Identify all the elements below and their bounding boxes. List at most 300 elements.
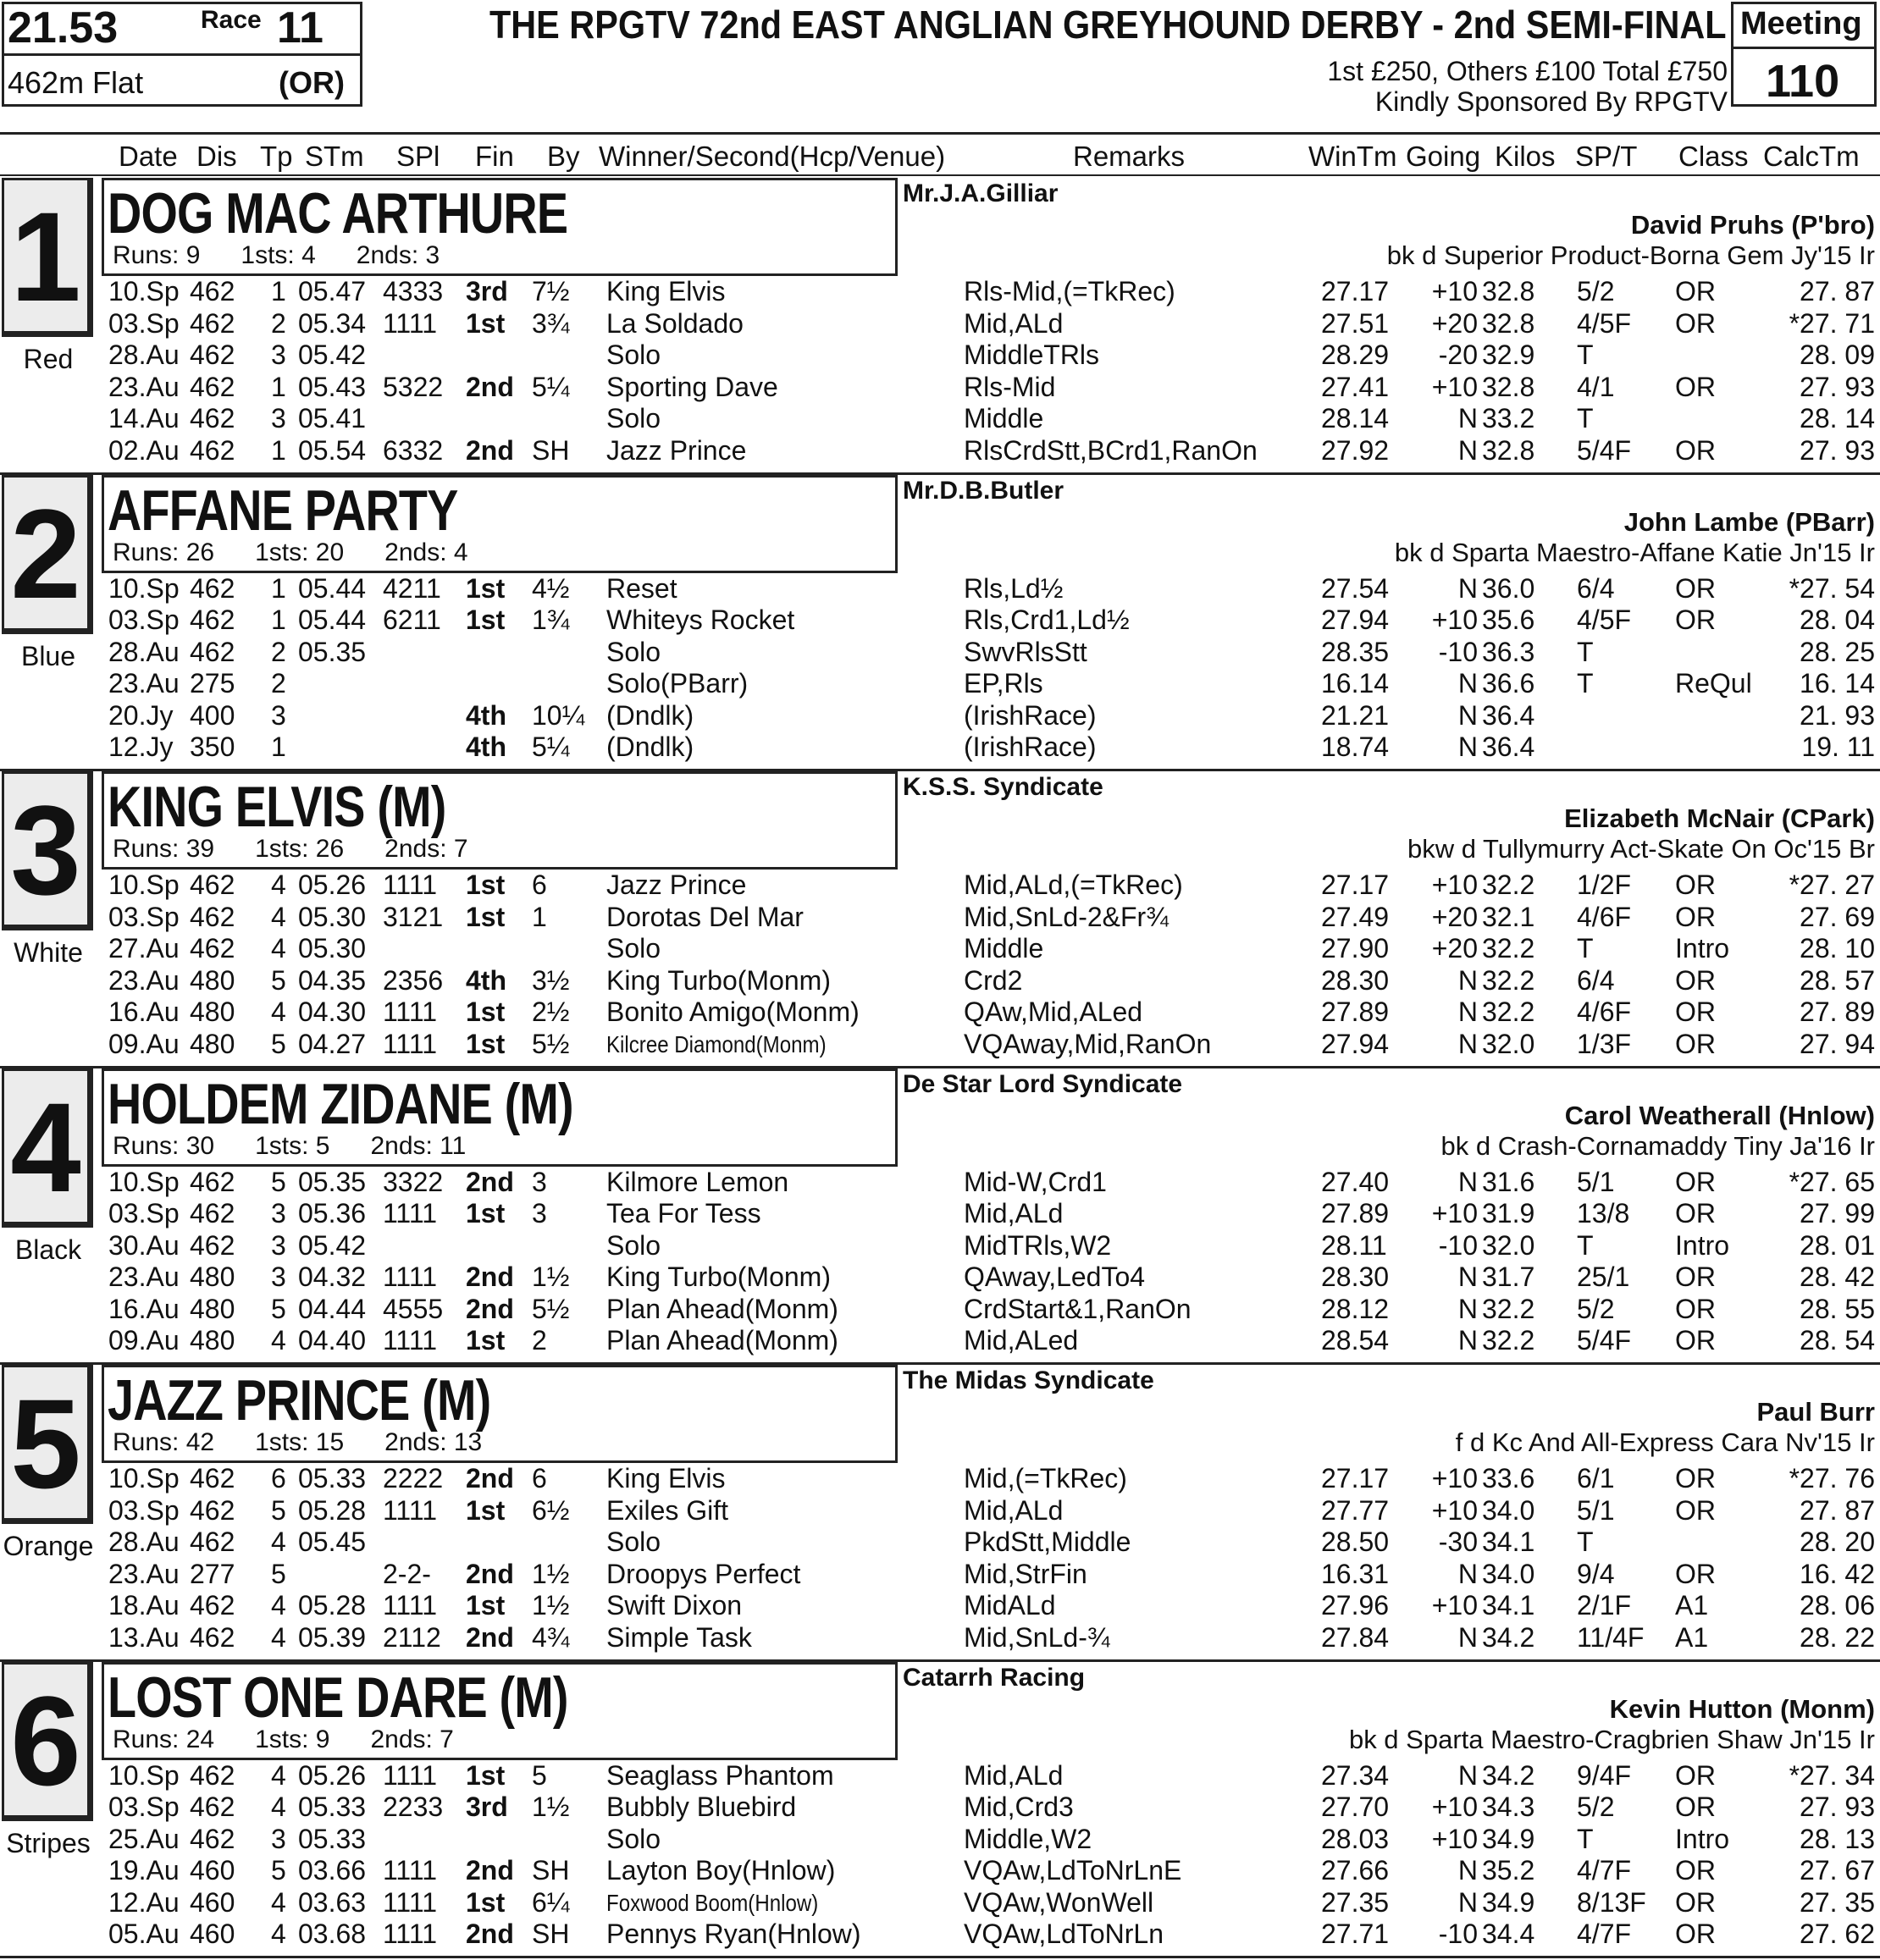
form-dis: 462 — [190, 1527, 235, 1557]
form-row — [0, 1230, 1880, 1262]
form-dis: 462 — [190, 307, 235, 339]
form-class: OR — [1675, 1919, 1716, 1949]
form-spt: 4/5F — [1577, 605, 1632, 635]
form-remarks: Rls,Ld½ — [964, 572, 1064, 604]
form-dis: 480 — [190, 964, 235, 996]
form-remarks: CrdStart&1,RanOn — [964, 1293, 1192, 1324]
runs-count: Runs: 26 — [113, 538, 215, 566]
form-spt: 5/1 — [1577, 1166, 1615, 1197]
form-class: OR — [1675, 997, 1716, 1027]
form-by: 6½ — [532, 1494, 570, 1526]
form-row — [0, 1198, 1880, 1230]
form-remarks: VQAw,WonWell — [964, 1886, 1154, 1918]
form-wintm: 28.03 — [1321, 1823, 1390, 1854]
form-wintm: 16.31 — [1321, 1558, 1390, 1589]
form-spl: 1111 — [383, 1919, 438, 1949]
seconds-count: 2nds: 7 — [384, 835, 468, 863]
form-kilos: 36.4 — [1482, 699, 1535, 731]
form-wintm: 16.14 — [1321, 668, 1390, 698]
form-class: OR — [1675, 1558, 1716, 1589]
form-remarks: EP,Rls — [964, 668, 1043, 698]
form-dis: 462 — [190, 870, 235, 900]
form-winner: Jazz Prince — [606, 434, 747, 466]
form-wintm: 28.30 — [1321, 964, 1390, 996]
form-kilos: 31.6 — [1482, 1166, 1535, 1197]
form-kilos: 36.4 — [1482, 732, 1535, 762]
dog-name-box — [102, 1662, 898, 1760]
race-title: THE RPGTV 72nd EAST ANGLIAN GREYHOUND DERBY - 2nd SEMI-FINAL — [489, 3, 1727, 47]
form-date: 23.Au — [108, 1558, 180, 1589]
form-going: -10 — [1438, 1229, 1478, 1261]
form-winner: Bubbly Bluebird — [606, 1792, 797, 1822]
col-kilos: Kilos — [1495, 141, 1556, 172]
dog-record — [113, 1428, 523, 1457]
form-stm: 04.32 — [298, 1262, 367, 1292]
form-row — [0, 1463, 1880, 1495]
form-stm: 05.42 — [298, 340, 367, 370]
col-winner: Winner/Second(Hcp/Venue) — [599, 141, 946, 172]
form-class: OR — [1675, 1759, 1716, 1791]
form-wintm: 27.84 — [1321, 1621, 1390, 1653]
form-by: 1½ — [532, 1558, 570, 1589]
form-by: 3½ — [532, 964, 570, 996]
form-stm: 03.63 — [298, 1886, 367, 1918]
form-winner: (Dndlk) — [606, 699, 694, 731]
form-going: +10 — [1431, 605, 1478, 635]
form-stm: 05.33 — [298, 1823, 367, 1854]
form-kilos: 32.8 — [1482, 371, 1535, 402]
owner: Catarrh Racing — [903, 1663, 1086, 1692]
form-kilos: 34.0 — [1482, 1558, 1535, 1589]
form-tp: 4 — [271, 901, 286, 932]
form-dis: 462 — [190, 276, 235, 306]
form-going: N — [1457, 699, 1478, 731]
form-kilos: 32.2 — [1482, 997, 1535, 1027]
form-going: +10 — [1431, 1494, 1478, 1526]
form-remarks: Rls,Crd1,Ld½ — [964, 605, 1130, 635]
form-fin: 4th — [466, 732, 506, 762]
form-calctm: 28. 55 — [1800, 1293, 1875, 1324]
trap-number: 3 — [2, 771, 93, 930]
form-tp: 5 — [271, 1166, 286, 1197]
form-kilos: 34.2 — [1482, 1621, 1535, 1653]
dog-name: AFFANE PARTY — [108, 478, 458, 543]
form-spt: 25/1 — [1577, 1262, 1630, 1292]
form-going: N — [1457, 1166, 1478, 1197]
form-going: +20 — [1431, 307, 1478, 339]
owner: K.S.S. Syndicate — [903, 773, 1103, 801]
form-stm: 05.39 — [298, 1621, 367, 1653]
form-spt: 5/2 — [1577, 1792, 1615, 1822]
form-date: 27.Au — [108, 933, 180, 963]
form-class: Intro — [1675, 1823, 1730, 1854]
form-date: 03.Sp — [108, 1198, 180, 1228]
form-remarks: Mid,ALd — [964, 307, 1064, 339]
form-tp: 5 — [271, 964, 286, 996]
dog-name: JAZZ PRINCE (M) — [108, 1368, 491, 1433]
form-winner: King Elvis — [606, 1463, 726, 1493]
form-tp: 5 — [271, 1028, 286, 1059]
form-winner: (Dndlk) — [606, 732, 694, 762]
form-row — [0, 1622, 1880, 1654]
form-winner: Simple Task — [606, 1621, 752, 1653]
form-tp: 1 — [271, 572, 286, 604]
form-date: 28.Au — [108, 1527, 180, 1557]
form-going: -10 — [1438, 1919, 1478, 1949]
owner: Mr.J.A.Gilliar — [903, 179, 1059, 207]
form-date: 20.Jy — [108, 699, 174, 731]
form-wintm: 27.96 — [1321, 1590, 1390, 1620]
form-remarks: QAway,LedTo4 — [964, 1262, 1146, 1292]
form-date: 03.Sp — [108, 901, 180, 932]
form-row — [0, 637, 1880, 669]
form-winner: Bonito Amigo(Monm) — [606, 997, 860, 1027]
form-fin: 3rd — [466, 1792, 508, 1822]
form-stm: 05.36 — [298, 1198, 367, 1228]
form-fin: 2nd — [466, 1463, 514, 1493]
form-going: +10 — [1431, 1823, 1478, 1854]
form-date: 09.Au — [108, 1325, 180, 1355]
form-spl: 1111 — [383, 1886, 438, 1918]
form-tp: 6 — [271, 1463, 286, 1493]
form-spt: 4/6F — [1577, 997, 1632, 1027]
dog-name-box — [102, 1365, 898, 1463]
form-kilos: 34.9 — [1482, 1886, 1535, 1918]
form-date: 02.Au — [108, 434, 180, 466]
form-tp: 2 — [271, 668, 286, 698]
trap-colour: White — [14, 937, 83, 968]
form-calctm: 28. 13 — [1800, 1823, 1875, 1854]
runs-count: Runs: 24 — [113, 1725, 215, 1753]
form-kilos: 34.9 — [1482, 1823, 1535, 1854]
form-kilos: 32.9 — [1482, 340, 1535, 370]
form-calctm: 28. 06 — [1800, 1590, 1875, 1620]
form-class: Intro — [1675, 933, 1730, 963]
form-winner: Solo — [606, 403, 661, 433]
form-by: SH — [532, 1855, 570, 1885]
form-kilos: 36.6 — [1482, 668, 1535, 698]
form-calctm: 28. 25 — [1800, 636, 1875, 667]
form-going: N — [1457, 1621, 1478, 1653]
form-stm: 05.41 — [298, 403, 367, 433]
form-going: N — [1457, 434, 1478, 466]
form-remarks: Mid,ALed — [964, 1325, 1079, 1355]
form-winner: La Soldado — [606, 307, 744, 339]
form-spt: 4/7F — [1577, 1855, 1632, 1885]
form-dis: 462 — [190, 933, 235, 963]
form-by: 5¼ — [532, 732, 570, 762]
form-spl: 1111 — [383, 1198, 438, 1228]
form-spl: 1111 — [383, 1494, 438, 1526]
form-tp: 5 — [271, 1494, 286, 1526]
form-wintm: 28.12 — [1321, 1293, 1390, 1324]
form-remarks: Rls-Mid,(=TkRec) — [964, 276, 1175, 306]
form-row — [0, 1495, 1880, 1527]
form-stm: 05.44 — [298, 572, 367, 604]
form-remarks: Mid,Crd3 — [964, 1792, 1074, 1822]
form-row — [0, 1760, 1880, 1792]
form-remarks: Rls-Mid — [964, 371, 1056, 402]
form-calctm: 16. 42 — [1800, 1558, 1875, 1589]
form-spl: 2-2- — [383, 1558, 431, 1589]
form-fin: 1st — [466, 1590, 506, 1620]
race-distance: 462m Flat — [8, 65, 144, 100]
form-date: 23.Au — [108, 1262, 180, 1292]
form-going: N — [1457, 1558, 1478, 1589]
form-dis: 462 — [190, 636, 235, 667]
runs-count: Runs: 9 — [113, 241, 201, 269]
dog-name: DOG MAC ARTHURE — [108, 181, 568, 246]
form-going: N — [1457, 1325, 1478, 1355]
dog-record — [113, 835, 509, 864]
seconds-count: 2nds: 13 — [384, 1428, 483, 1456]
trap-colour: Orange — [3, 1531, 94, 1561]
form-date: 19.Au — [108, 1855, 180, 1885]
form-winner: Dorotas Del Mar — [606, 901, 804, 932]
form-wintm: 27.92 — [1321, 434, 1390, 466]
trainer: Elizabeth McNair (CPark) — [1564, 803, 1875, 833]
form-calctm: *27. 65 — [1789, 1166, 1875, 1197]
firsts-count: 1sts: 9 — [255, 1725, 330, 1753]
firsts-count: 1sts: 15 — [255, 1428, 345, 1456]
form-wintm: 27.54 — [1321, 572, 1390, 604]
form-going: +10 — [1431, 870, 1478, 900]
form-spl: 2233 — [383, 1792, 444, 1822]
form-dis: 462 — [190, 1621, 235, 1653]
form-fin: 2nd — [466, 1558, 514, 1589]
form-wintm: 27.89 — [1321, 1198, 1390, 1228]
runner-block — [0, 1068, 1880, 1366]
form-winner: Solo — [606, 933, 661, 963]
form-remarks: (IrishRace) — [964, 732, 1097, 762]
form-date: 10.Sp — [108, 1463, 180, 1493]
form-row — [0, 1792, 1880, 1824]
form-winner: Solo — [606, 1527, 661, 1557]
form-going: N — [1457, 1855, 1478, 1885]
form-date: 10.Sp — [108, 572, 180, 604]
form-class: OR — [1675, 1463, 1716, 1493]
form-spt: 5/4F — [1577, 434, 1632, 466]
form-spt: 8/13F — [1577, 1886, 1646, 1918]
form-date: 28.Au — [108, 636, 180, 667]
form-by: 1¾ — [532, 605, 570, 635]
form-winner: Foxwood Boom(Hnlow) — [606, 1889, 819, 1916]
owner: Mr.D.B.Butler — [903, 476, 1064, 505]
form-row — [0, 732, 1880, 764]
form-class: OR — [1675, 1166, 1716, 1197]
form-spt: 4/5F — [1577, 307, 1632, 339]
form-fin: 2nd — [466, 1262, 514, 1292]
form-tp: 4 — [271, 870, 286, 900]
form-by: 1 — [532, 901, 547, 932]
form-kilos: 36.3 — [1482, 636, 1535, 667]
form-winner: King Turbo(Monm) — [606, 1262, 831, 1292]
runs-count: Runs: 42 — [113, 1428, 215, 1456]
form-dis: 277 — [190, 1558, 235, 1589]
form-kilos: 32.8 — [1482, 434, 1535, 466]
dog-name: LOST ONE DARE (M) — [108, 1665, 568, 1730]
column-headers — [0, 141, 1880, 174]
form-wintm: 28.29 — [1321, 340, 1390, 370]
form-spt: 4/7F — [1577, 1919, 1632, 1949]
form-date: 23.Au — [108, 668, 180, 698]
form-spl: 2222 — [383, 1463, 444, 1493]
form-fin: 1st — [466, 1494, 506, 1526]
form-by: 1½ — [532, 1792, 570, 1822]
form-spl: 6332 — [383, 434, 444, 466]
form-calctm: 28. 54 — [1800, 1325, 1875, 1355]
form-stm: 04.27 — [298, 1028, 367, 1059]
form-calctm: 21. 93 — [1800, 699, 1875, 731]
form-date: 03.Sp — [108, 307, 180, 339]
form-winner: Tea For Tess — [606, 1198, 761, 1228]
form-calctm: 16. 14 — [1800, 668, 1875, 698]
form-dis: 460 — [190, 1855, 235, 1885]
form-class: OR — [1675, 572, 1716, 604]
form-class: A1 — [1675, 1590, 1709, 1620]
form-going: N — [1457, 403, 1478, 433]
runner-block — [0, 475, 1880, 772]
form-kilos: 32.2 — [1482, 964, 1535, 996]
form-spt: 5/2 — [1577, 1293, 1615, 1324]
sponsor: Kindly Sponsored By RPGTV — [1374, 86, 1728, 117]
form-spt: 5/2 — [1577, 276, 1615, 306]
form-by: 3 — [532, 1166, 547, 1197]
trainer: Paul Burr — [1756, 1397, 1875, 1427]
form-by: 5½ — [532, 1293, 570, 1324]
form-kilos: 32.0 — [1482, 1028, 1535, 1059]
trainer: Carol Weatherall (Hnlow) — [1564, 1100, 1875, 1130]
form-class: OR — [1675, 307, 1716, 339]
form-going: +10 — [1431, 276, 1478, 306]
form-tp: 3 — [271, 1229, 286, 1261]
form-spt: 4/1 — [1577, 371, 1615, 402]
form-going: +10 — [1431, 1590, 1478, 1620]
form-spt: 6/1 — [1577, 1463, 1615, 1493]
form-fin: 1st — [466, 307, 506, 339]
form-wintm: 27.94 — [1321, 1028, 1390, 1059]
form-spl: 1111 — [383, 1759, 438, 1791]
form-wintm: 21.21 — [1321, 699, 1390, 731]
form-winner: King Turbo(Monm) — [606, 964, 831, 996]
form-remarks: MidTRls,W2 — [964, 1229, 1112, 1261]
form-going: N — [1457, 1293, 1478, 1324]
trap-colour: Red — [23, 344, 74, 374]
form-dis: 462 — [190, 1494, 235, 1526]
form-by: 5½ — [532, 1028, 570, 1059]
form-stm: 05.26 — [298, 1759, 367, 1791]
form-tp: 2 — [271, 307, 286, 339]
form-kilos: 32.2 — [1482, 1325, 1535, 1355]
runs-count: Runs: 30 — [113, 1131, 215, 1160]
form-spt: 5/4F — [1577, 1325, 1632, 1355]
col-by: By — [547, 141, 580, 172]
form-spl: 1111 — [383, 307, 438, 339]
form-dis: 462 — [190, 901, 235, 932]
form-calctm: 27. 93 — [1800, 434, 1875, 466]
form-spl: 3322 — [383, 1166, 444, 1197]
form-fin: 1st — [466, 1886, 506, 1918]
form-row — [0, 933, 1880, 965]
form-dis: 462 — [190, 434, 235, 466]
form-tp: 4 — [271, 1759, 286, 1791]
form-remarks: Mid,SnLd-¾ — [964, 1621, 1110, 1653]
form-kilos: 35.6 — [1482, 605, 1535, 635]
form-fin: 4th — [466, 964, 506, 996]
form-by: 10¼ — [532, 699, 585, 731]
form-winner: Jazz Prince — [606, 870, 747, 900]
form-calctm: 28. 04 — [1800, 605, 1875, 635]
form-calctm: 28. 09 — [1800, 340, 1875, 370]
form-dis: 462 — [190, 371, 235, 402]
form-fin: 1st — [466, 572, 506, 604]
form-row — [0, 372, 1880, 404]
form-row — [0, 573, 1880, 605]
dog-record — [113, 538, 509, 567]
form-kilos: 32.1 — [1482, 901, 1535, 932]
race-time: 21.53 — [8, 3, 119, 52]
form-row — [0, 276, 1880, 308]
form-wintm: 27.49 — [1321, 901, 1390, 932]
form-calctm: 27. 93 — [1800, 1792, 1875, 1822]
form-calctm: 28. 10 — [1800, 933, 1875, 963]
form-by: 6 — [532, 870, 547, 900]
seconds-count: 2nds: 4 — [384, 538, 468, 566]
form-stm: 05.47 — [298, 276, 367, 306]
form-tp: 3 — [271, 1262, 286, 1292]
col-dis: Dis — [196, 141, 237, 172]
form-dis: 480 — [190, 997, 235, 1027]
form-wintm: 28.30 — [1321, 1262, 1390, 1292]
col-going: Going — [1406, 141, 1481, 172]
form-date: 03.Sp — [108, 605, 180, 635]
form-going: N — [1457, 668, 1478, 698]
form-class: OR — [1675, 1325, 1716, 1355]
form-spt: 9/4F — [1577, 1759, 1632, 1791]
runner-block — [0, 1365, 1880, 1662]
form-wintm: 27.17 — [1321, 1463, 1390, 1493]
dog-name-box — [102, 771, 898, 870]
form-spt: 1/3F — [1577, 1028, 1632, 1059]
form-date: 18.Au — [108, 1590, 180, 1620]
form-fin: 1st — [466, 997, 506, 1027]
trainer: David Pruhs (P'bro) — [1630, 210, 1875, 240]
form-tp: 4 — [271, 1621, 286, 1653]
form-dis: 462 — [190, 1823, 235, 1854]
form-remarks: PkdStt,Middle — [964, 1527, 1131, 1557]
form-date: 03.Sp — [108, 1792, 180, 1822]
form-class: OR — [1675, 901, 1716, 932]
form-going: +10 — [1431, 371, 1478, 402]
form-dis: 462 — [190, 1198, 235, 1228]
form-row — [0, 668, 1880, 700]
form-calctm: 28. 20 — [1800, 1527, 1875, 1557]
form-going: N — [1457, 1759, 1478, 1791]
race-label: Race — [201, 6, 262, 34]
trap-colour: Stripes — [6, 1827, 91, 1858]
form-calctm: 28. 14 — [1800, 403, 1875, 433]
form-kilos: 34.0 — [1482, 1494, 1535, 1526]
form-remarks: RlsCrdStt,BCrd1,RanOn — [964, 434, 1258, 466]
form-fin: 2nd — [466, 1621, 514, 1653]
form-row — [0, 700, 1880, 732]
form-dis: 275 — [190, 668, 235, 698]
form-winner: Solo(PBarr) — [606, 668, 749, 698]
form-kilos: 32.2 — [1482, 1293, 1535, 1324]
form-wintm: 27.17 — [1321, 276, 1390, 306]
form-remarks: Crd2 — [964, 964, 1023, 996]
form-going: N — [1457, 1262, 1478, 1292]
